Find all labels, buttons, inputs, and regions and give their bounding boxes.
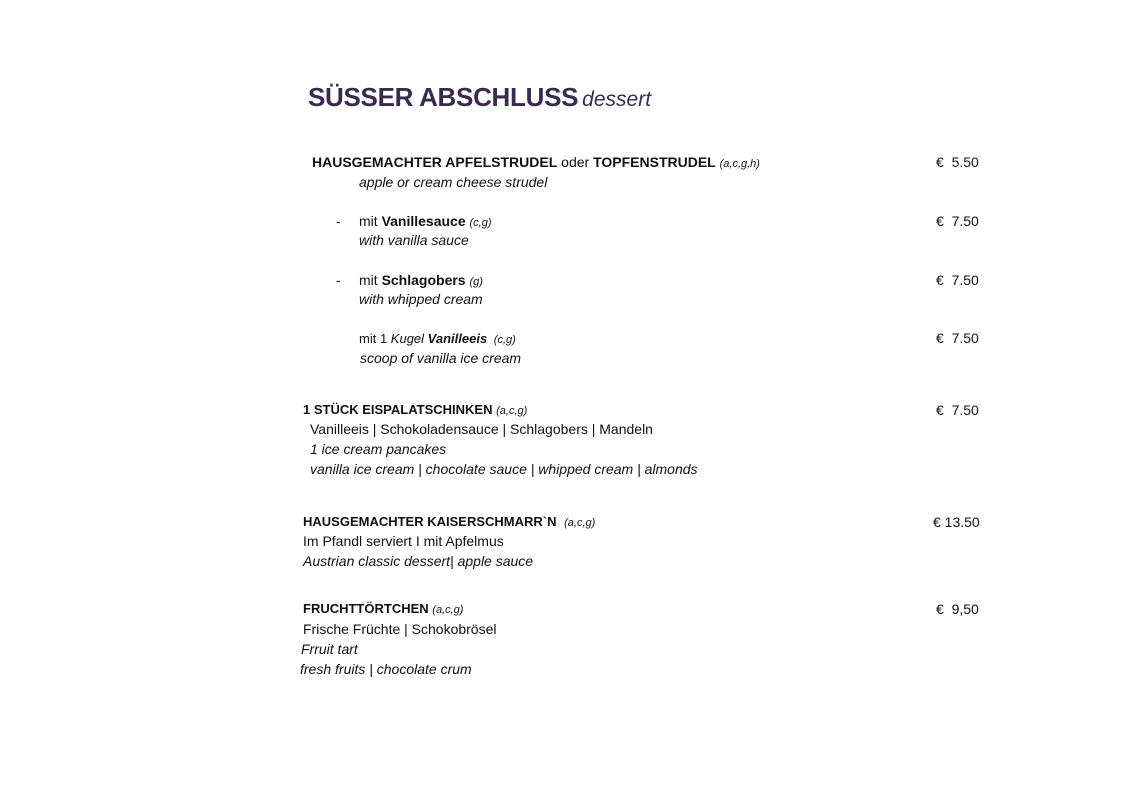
option-kugel: Kugel bbox=[390, 331, 428, 346]
allergen-codes: (c,g) bbox=[469, 217, 492, 229]
item-name-alt: TOPFENSTRUDEL bbox=[593, 154, 716, 170]
menu-option-vanillesauce bbox=[359, 214, 492, 229]
item-translation: with whipped cream bbox=[359, 291, 483, 307]
item-translation: apple or cream cheese strudel bbox=[359, 174, 548, 190]
item-connector: oder bbox=[557, 154, 594, 170]
allergen-codes: (c,g) bbox=[493, 334, 516, 346]
menu-item-fruchttoertchen-name bbox=[303, 602, 463, 616]
menu-item-eispalatschinken-name bbox=[303, 403, 527, 417]
option-prefix: mit bbox=[359, 213, 382, 229]
item-name: FRUCHTTÖRTCHEN bbox=[303, 601, 429, 616]
option-dash: - bbox=[336, 272, 341, 288]
title-sub: dessert bbox=[582, 88, 652, 111]
menu-option-vanilleeis bbox=[359, 332, 516, 346]
item-translation: scoop of vanilla ice cream bbox=[360, 350, 522, 366]
item-description: Frische Früchte | Schokobrösel bbox=[303, 621, 497, 637]
menu-item-kaiserschmarrn-name bbox=[303, 515, 595, 529]
item-translation: with vanilla sauce bbox=[359, 232, 469, 248]
item-name: HAUSGEMACHTER KAISERSCHMARR`N bbox=[303, 514, 557, 529]
item-price: € 7.50 bbox=[936, 272, 979, 288]
option-name: Schlagobers bbox=[381, 272, 466, 288]
option-name: Vanilleeis bbox=[427, 331, 488, 346]
item-price: € 13.50 bbox=[933, 514, 980, 530]
item-price: € 9,50 bbox=[936, 601, 979, 617]
item-description: Im Pfandl serviert I mit Apfelmus bbox=[303, 533, 504, 549]
option-name: Vanillesauce bbox=[381, 213, 466, 229]
allergen-codes: (a,c,g) bbox=[432, 604, 464, 616]
option-dash: - bbox=[336, 213, 341, 229]
title-main: SÜSSER ABSCHLUSS bbox=[308, 82, 579, 112]
item-price: € 7.50 bbox=[936, 402, 979, 418]
allergen-codes: (a,c,g,h) bbox=[719, 158, 760, 170]
item-name: HAUSGEMACHTER APFELSTRUDEL bbox=[312, 154, 558, 170]
item-description: Vanilleeis | Schokoladensauce | Schlagobers | Mandeln bbox=[310, 421, 653, 437]
item-name: 1 STÜCK EISPALATSCHINKEN bbox=[303, 402, 493, 417]
item-price: € 7.50 bbox=[936, 213, 979, 229]
allergen-codes: (a,c,g) bbox=[564, 517, 596, 529]
menu-option-schlagobers bbox=[359, 273, 483, 288]
item-translation: 1 ice cream pancakes bbox=[310, 441, 447, 457]
item-translation-desc: fresh fruits | chocolate crum bbox=[300, 661, 472, 677]
item-translation: Frruit tart bbox=[301, 641, 358, 657]
option-prefix: mit bbox=[359, 272, 382, 288]
item-price: € 5.50 bbox=[936, 154, 979, 170]
allergen-codes: (g) bbox=[469, 276, 483, 288]
menu-item-strudel-name bbox=[312, 155, 760, 170]
allergen-codes: (a,c,g) bbox=[496, 405, 528, 417]
item-translation-desc: vanilla ice cream | chocolate sauce | whipped cream | almonds bbox=[310, 461, 698, 477]
item-price: € 7.50 bbox=[936, 330, 979, 346]
option-prefix: mit 1 bbox=[359, 331, 391, 346]
item-translation: Austrian classic dessert| apple sauce bbox=[303, 553, 534, 569]
page-title bbox=[308, 84, 651, 110]
